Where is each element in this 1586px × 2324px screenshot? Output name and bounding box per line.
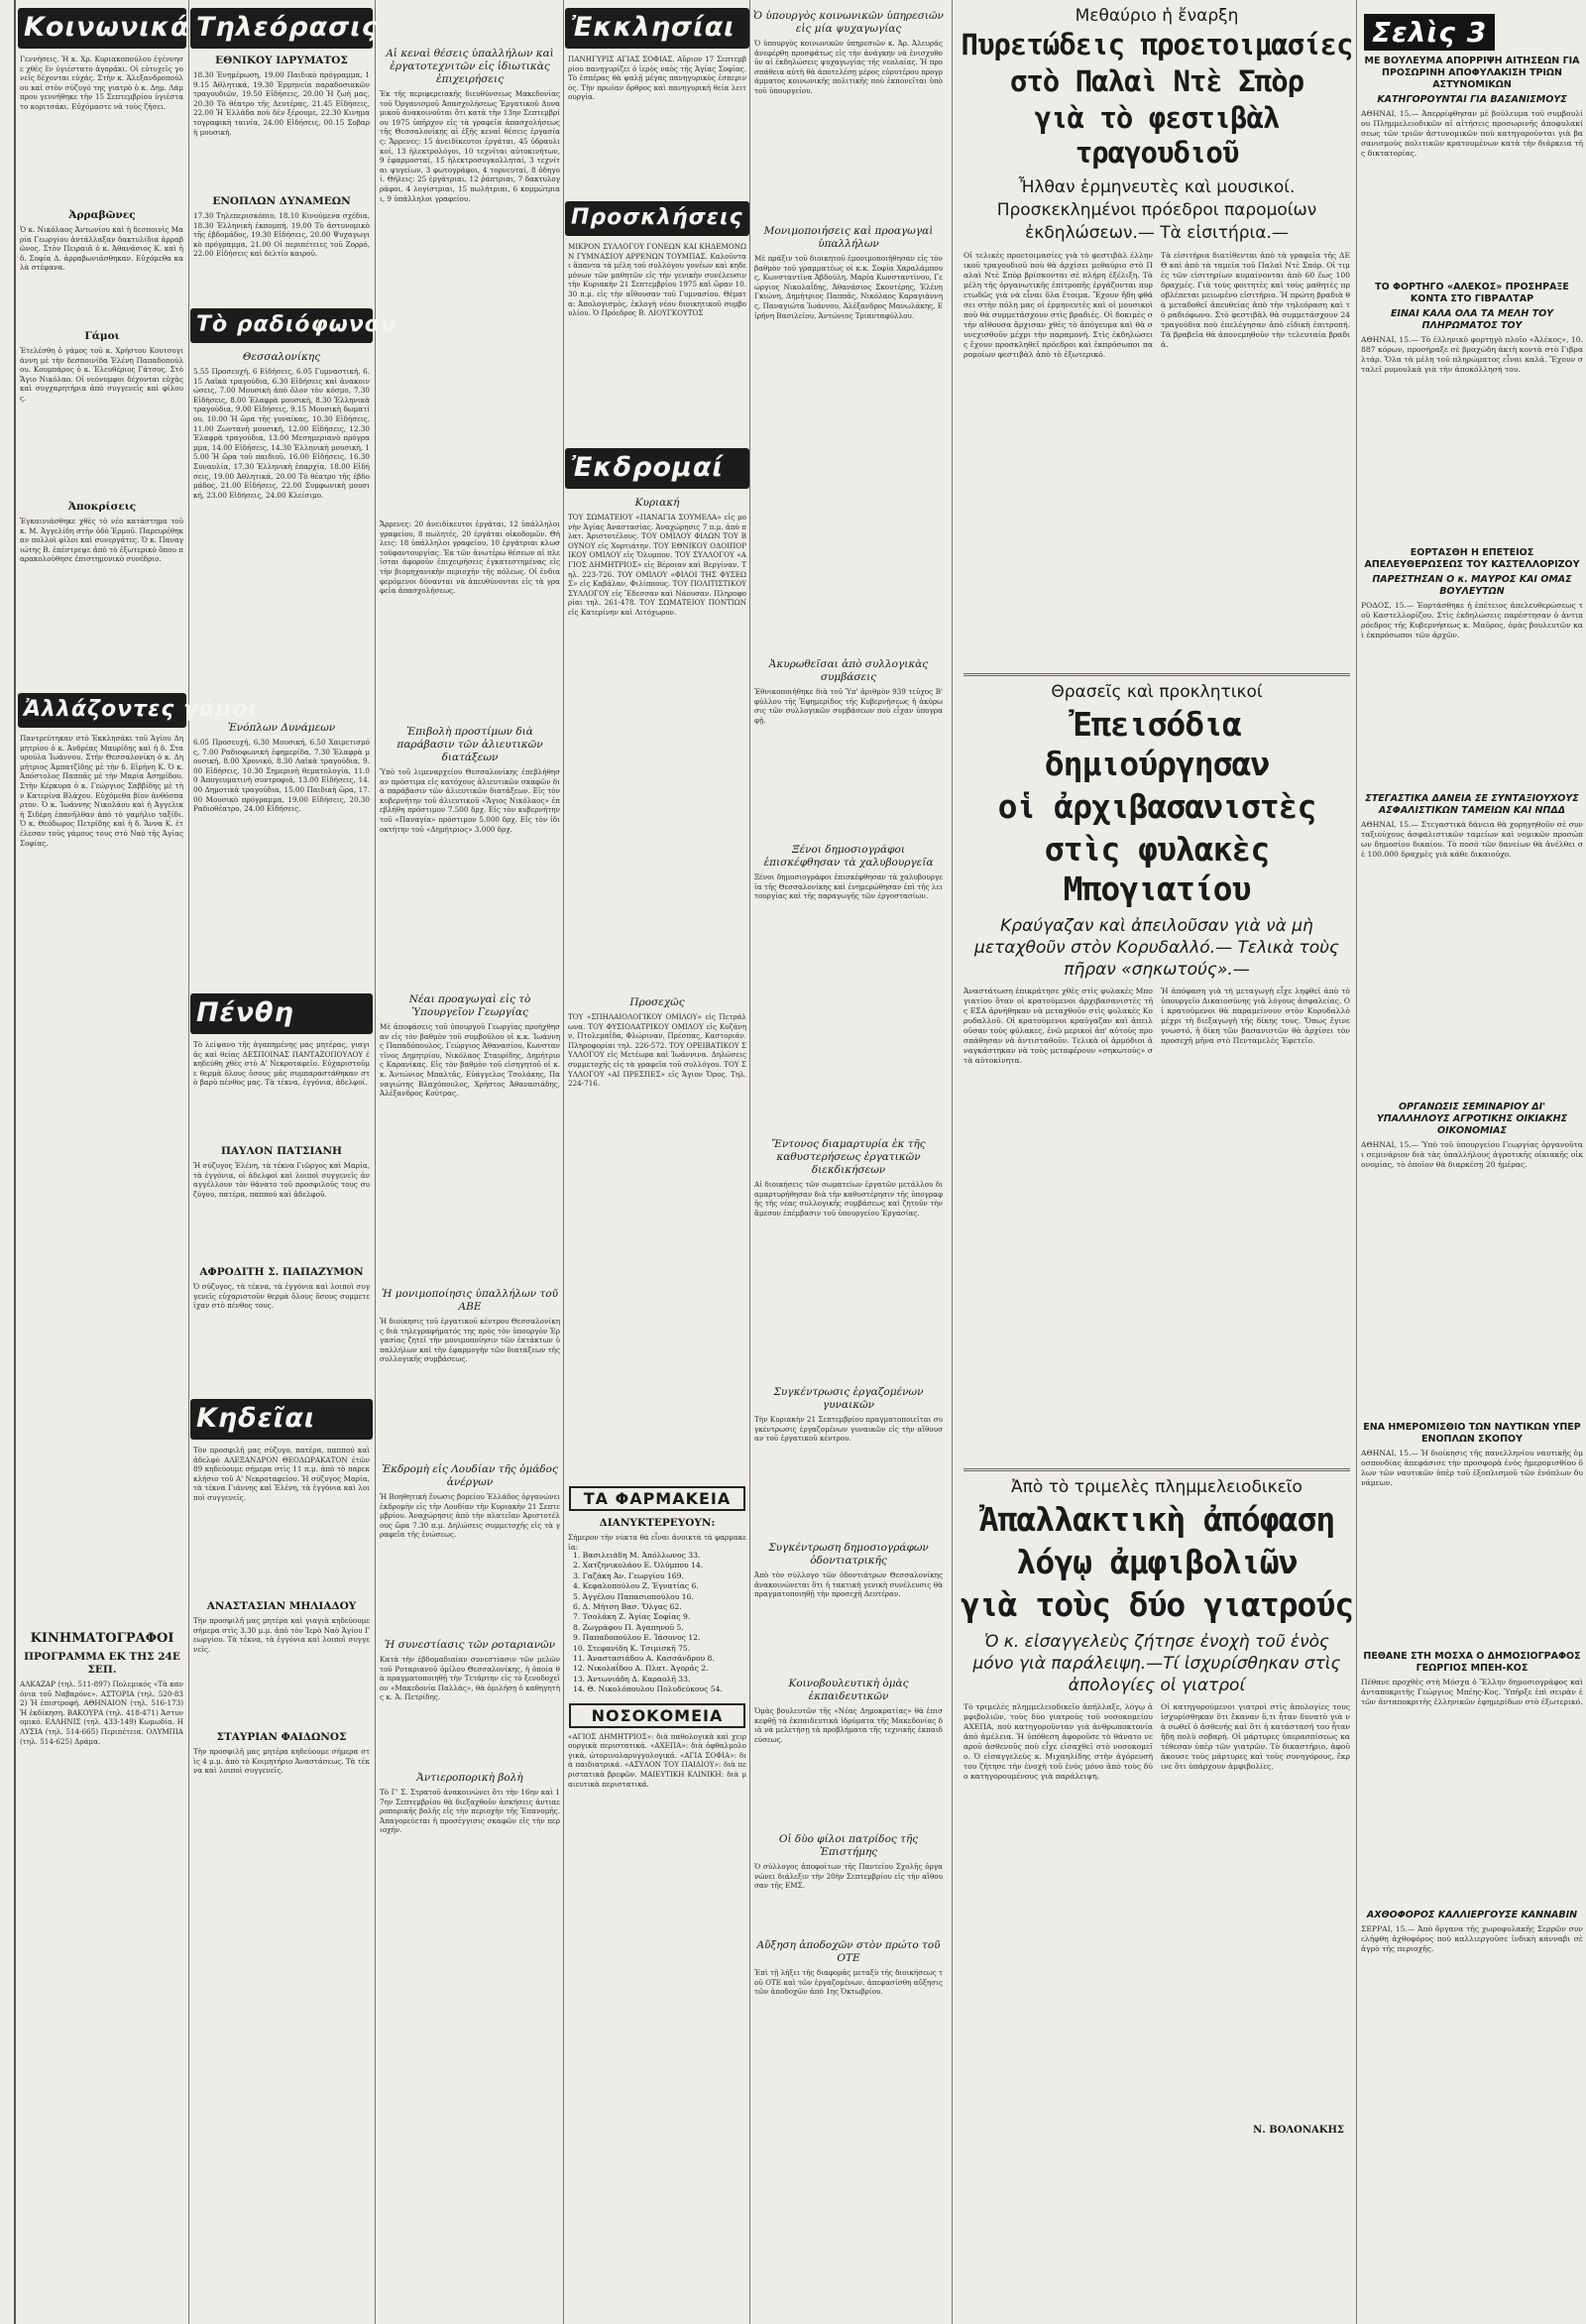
article-text: 18.30 Ἐνημέρωση, 19.00 Παιδικὸ πρόγραμμα, 19.15 Ἀθλητικά, 19.30 Ἐρμηνεία παραδοσιακῶν τραγουδιῶν, 19.50 Εἰδήσεις, 20.00 Ἡ ζωὴ μας, 20.30 Τὸ θέατρο τῆς Δευτέρας, 21.45 Εἰδήσεις, 22.00 Ἡ Ἑλλάδα ποὺ δὲν ξέρουμε, 22.30 Κινηματογραφικὴ ταινία, 24.00 Εἰδήσεις, 00.15 Σοβαρὴ μουσική. <box>193 70 370 137</box>
column-news-labor <box>751 0 946 2324</box>
column-broadcast <box>190 0 396 2324</box>
article-text: Ἐκ τῆς περιφερειακῆς διευθύνσεως Μακεδονίας τοῦ Ὀργανισμοῦ Ἀπασχολήσεως Ἐργατικοῦ Δυναμικοῦ ἀνακοινοῦται ὅτι κατὰ τὴν 13ην Σεπτεμβρίου 1975 ὑπῆρχον εἰς τὰ γραφεῖα ἀπασχολήσεως τῆς Θεσσαλονίκης αἱ ἑξῆς κεναὶ θέσεις ἐργασίας: Ἄρρενες: 15 ἀνειδίκευτοι ἐργάται, 45 ὑδραυλικοί, 13 ἠλεκτρολόγοι, 10 τεχνῖται αὐτοκινήτων, 9 ἐφαρμοσταί, 15 ἠλεκτροσυγκολληταί, 3 τεχνίται ψυγείων, 3 φωτογράφοι, 4 τορνευταί, 8 ὁδηγοί. Θήλεις: 25 ἐργάτριαι, 12 ῥάπτριαι, 7 δακτυλογράφοι, 4 λογίστριαι, 15 πωλήτριαι, 6 κομμώτριαι, 9 ὑπάλληλοι γραφείου. <box>380 89 560 203</box>
story-headline: στὶς φυλακὲς Μπογιατίου <box>1044 830 1270 908</box>
section-heading: ΕΝΟΠΛΩΝ ΔΥΝΑΜΕΩΝ <box>212 195 351 207</box>
article-text: Αἱ διοικήσεις τῶν σωματείων ἐργατῶν μετάλλου διαμαρτυρήθησαν διὰ τὴν καθυστέρησιν τῆς ὑπογραφῆς τῆς νέας συλλογικῆς συμβάσεως καὶ ζητοῦν τὴν ἄμεσον ἐπέμβασιν τοῦ ὑπουργείου Ἐργασίας. <box>754 1180 943 1218</box>
pharmacy-item: 3. Γαζάκη Ἀν. Γεωργίου 169. <box>573 1570 684 1580</box>
article-text: Γεννήσεις. Ἡ κ. Χρ. Κυριακοπούλου ἐγέννησε χθὲς ἕν ὑγιέστατο ἀγοράκι. Οἱ εὐτυχεῖς γονεῖς δέχονται εὐχάς. Στὴν κ. Ἀλεξανδροπούλου καὶ στὸν σύζυγό της γιατρὸ ὁ κ. Δημ. Λάμπρου γεννήθηκε τὴν 15 Σεπτεμβρίου ὑγιέστατο κοριτσάκι. Εὐχόμαστε νὰ τοὺς ζήσει. <box>20 55 183 111</box>
section-banner-pharmacies: ΤΑ ΦΑΡΜΑΚΕΙΑ <box>569 1486 745 1511</box>
article-text: Σήμερον τὴν νύκτα θὰ εἶναι ἀνοικτὰ τὰ φαρμακεῖα: <box>568 1533 746 1552</box>
article-text: Τὸν προσφιλῆ μας σύζυγο, πατέρα, παππού καὶ ἀδελφὸ ΑΛΕΞΑΝΔΡΟΝ ΘΕΟΔΩΡΑΚΑΤΟΝ ἐτῶν 89 κηδεύουμε σήμερα στὶς 11 π.μ. ἀπὸ τὸ παρεκκλήσιο τοῦ Α' Νεκροταφείου. Ἡ σύζυγος Μαρία, τὰ τέκνα Γιάννης καὶ Ἑλένη, τὰ ἐγγόνια καὶ λοιποὶ συγγενεῖς. <box>193 1446 370 1502</box>
story-deck: Ὁ κ. εἰσαγγελεὺς ζήτησε ἐνοχὴ τοῦ ἑνὸς μόνο γιὰ παράλειψη.—Τί ἰσχυρίσθηκαν στὶς ἀπολογίες οἱ γιατροί <box>972 1632 1341 1695</box>
name-heading: ΑΦΡΟΔΙΤΗ Σ. ΠΑΠΑΖΥΜΟΝ <box>199 1266 364 1278</box>
article-text: ΤΟΥ «ΣΠΗΛΑΙΟΛΟΓΙΚΟΥ ΟΜΙΛΟΥ» εἰς Πετράλωνα. ΤΟΥ ΦΥΣΙΟΛΑΤΡΙΚΟΥ ΟΜΙΛΟΥ εἰς Κοζάνην, Πτολεμαΐδα, Φλώριναν, Πρέσπας, Καστοριάν. Πληροφορίαι τηλ. 226-572. ΤΟΥ ΟΡΕΙΒΑΤΙΚΟΥ ΣΥΛΛΟΓΟΥ εἰς Μετέωρα καὶ Ἰωάννινα. Δηλώσεις συμμετοχῆς εἰς τὰ γραφεῖα τοῦ συλλόγου. ΤΟΥ ΣΥΛΛΟΓΟΥ «ΑΙ ΠΡΕΣΠΕΣ» εἰς Ἄγιον Ὄρος. Τηλ. 224-716. <box>568 1012 746 1089</box>
article-text: Ἄρρενες: 20 ἀνειδίκευτοι ἐργάται, 12 ὑπάλληλοι γραφείου, 8 πωλητές, 20 ἐργάται οἰκοδομῶν. Θήλεις: 18 ὑπάλληλοι γραφείου, 10 ἐργάτριαι κλωστοϋφαντουργίας. Ἐκ τῶν ἀνωτέρω θέσεων αἱ πλεῖσται ἀφοροῦν ἐπιχειρήσεις ἐγκατεστημένας εἰς τὴν βιομηχανικὴν περιοχὴν τῆς πόλεως. Οἱ ἐνδιαφερόμενοι δύνανται νὰ ἀπευθύνονται εἰς τὰ γραφεῖα ἀπασχολήσεως. <box>380 520 560 596</box>
section-banner-weddings: Ἀλλάζοντες γάμοι <box>18 693 186 728</box>
pharmacy-item: 8. Ζωγράφου Π. Ἀγαπηνοῦ 5. <box>573 1622 684 1632</box>
article-headline: Κοινοβουλευτικὴ ὁμὰς ἐκπαιδευτικῶν <box>788 1678 909 1702</box>
brief-headline: ΕΝΑ ΗΜΕΡΟΜΙΣΘΙΟ ΤΩΝ ΝΑΥΤΙΚΩΝ ΥΠΕΡ ΕΝΟΠΛΩΝ ΣΚΟΠΟΥ <box>1363 1422 1581 1445</box>
article-headline: Ἡ μονιμοποίησις ὑπαλλήλων τοῦ ΑΒΕ <box>381 1288 559 1313</box>
pharmacy-item: 2. Χατζηνικολάου Ε. Ὀλύμπου 14. <box>573 1561 704 1570</box>
section-banner-funerals: Κηδεῖαι <box>190 1399 373 1440</box>
pharmacy-item: 5. Ἀγγέλου Παπασιοπούλου 16. <box>573 1591 694 1601</box>
article-text: Μὲ πράξιν τοῦ διοικητοῦ ἐμονιμοποιήθησαν εἰς τὸν βαθμὸν τοῦ γραμματέως οἱ κ.κ. Σοφία Χαραλάμπους, Κωνσταντῖνα Ἀβδούλη, Μαρία Κωνσταντίνου, Γεώργιος Νικολαΐδης, Ἀθανάσιος Σκουτέρης, Ἑλένη Γκιώνη, Δημήτριος Παππᾶς, Νικόλαος Καραγιάννης, Παναγιώτα Ἰωάννου, Ἀλέξανδρος Μανωλάκης, Εἰρήνη Βασιλείου, Ἀντώνιος Τριανταφύλλου. <box>754 254 943 320</box>
story-headline: Ἐπεισόδια δημιούργησαν <box>1044 705 1270 783</box>
article-headline: Συγκέντρωση δημοσιογράφων ὀδοντιατρικῆς <box>768 1542 929 1567</box>
article-headline: Αἱ κεναὶ θέσεις ὑπαλλήλων καὶ ἐργατοτεχνιτῶν εἰς ἰδιωτικὰς ἐπιχειρήσεις <box>386 48 554 85</box>
article-headline: Ξένοι δημοσιογράφοι ἐπισκέφθησαν τὰ χαλυβουργεῖα <box>763 844 934 869</box>
story-kicker: Ἀπὸ τὸ τριμελὲς πλημμελειοδικεῖο <box>1011 1477 1303 1497</box>
section-heading: Ἀποκρίσεις <box>67 501 137 513</box>
column-rule <box>375 0 376 2324</box>
article-text: 17.30 Τηλεπερισκόπιο, 18.10 Κινούμενα σχέδια, 18.30 Ἑλληνικὴ ἐκπομπή, 19.00 Τὸ ἀστυνομικὸ τῆς ἑβδομάδος, 19.30 Εἰδήσεις, 20.00 Ψυχαγωγικὸ πρόγραμμα, 21.00 Οἱ περιπέτειες τοῦ Ζορρό, 22.00 Εἰδήσεις καὶ δελτίο καιροῦ. <box>193 211 370 259</box>
article-text: Τὰ εἰσιτήρια διατίθενται ἀπὸ τὰ γραφεῖα τῆς ΔΕΘ καὶ ἀπὸ τὰ ταμεῖα τοῦ Παλαὶ Ντὲ Σπόρ. Οἱ τιμὲς τῶν εἰσιτηρίων κυμαίνονται ἀπὸ 60 ἕως 100 δραχμές. Γιὰ τοὺς φοιτητὲς καὶ τοὺς μαθητὲς προβλέπεται μειωμένο εἰσιτήριο. Ἡ πρώτη βραδιὰ θὰ μεταδοθεῖ ἀπευθείας ἀπὸ τὴν τηλεόραση καὶ τὸ ραδιόφωνο. Στὸ φεστιβὰλ θὰ συμμετάσχουν 24 τραγούδια ποὺ ἐπελέγησαν ἀπὸ εἰδικὴ ἐπιτροπή. Τὰ βραβεῖα θὰ ἀπονεμηθοῦν τὴν τελευταία βραδιά. <box>1161 251 1350 349</box>
story-body <box>963 251 1350 667</box>
section-banner-invitations: Προσκλήσεις <box>565 201 749 236</box>
name-heading: ΣΤΑΥΡΙΑΝ ΦΑΙΔΩΝΟΣ <box>216 1731 347 1743</box>
story-headline: Πυρετώδεις προετοιμασίες <box>961 28 1353 61</box>
article-headline: Νέαι προαγωγαὶ εἰς τὸ Ὑπουργεῖον Γεωργίας <box>408 993 531 1018</box>
section-subheading: ΠΡΟΓΡΑΜΜΑ ΕΚ ΤΗΣ 24Ε ΣΕΠ. <box>24 1651 180 1676</box>
story-byline: Ν. ΒΟΛΟΝΑΚΗΣ <box>1253 2125 1344 2136</box>
page-number-banner: Σελὶς 3 <box>1364 14 1495 51</box>
section-heading: Θεσσαλονίκης <box>242 351 321 363</box>
article-text: 6.05 Προσευχή, 6.30 Μουσική, 6.50 Χαιρετισμός, 7.00 Ραδιοφωνικὴ ἐφημερίδα, 7.30 Ἐλαφρὰ μουσική, 8.00 Χρονικό, 8.30 Λαϊκὰ τραγούδια, 9.00 Εἰδήσεις, 10.30 Σημερινὴ θεματολογία, 11.00 Ἀπογευματινὴ συντροφιά, 13.00 Εἰδήσεις, 14.00 Δημοτικὰ τραγούδια, 15.00 Παιδικὴ ὥρα, 17.00 Μουσικὸ πρόγραμμα, 19.00 Εἰδήσεις, 20.30 Ραδιοθέατρο, 24.00 Εἰδήσεις. <box>193 738 370 814</box>
name-heading: ΑΝΑΣΤΑΣΙΑΝ ΜΗΛΙΑΔΟΥ <box>206 1600 357 1612</box>
article-text: Ἀναστάτωση ἐπικράτησε χθὲς στὶς φυλακὲς Μπογιατίου ὅταν οἱ κρατούμενοι ἀρχιβασανιστὲς τῆς ΕΣΑ ἀρνήθηκαν νὰ μεταχθοῦν στὶς φυλακὲς Κορυδαλλοῦ. Οἱ κρατούμενοι κραύγαζαν καὶ ἀπειλοῦσαν τοὺς φύλακες, ἐνῶ μερικοὶ ἀπ' αὐτοὺς προσπάθησαν νὰ ἀντισταθοῦν. Τελικὰ οἱ ἀρμόδιοι ἀναγκάστηκαν νὰ τοὺς μεταφέρουν «σηκωτούς» στὰ αὐτοκίνητα. <box>963 987 1153 1065</box>
column-rule <box>749 0 750 2324</box>
section-banner-churches: Ἐκκλησίαι <box>565 8 749 49</box>
article-text: Ἡ ἀπόφαση γιὰ τὴ μεταγωγὴ εἶχε ληφθεῖ ἀπὸ τὸ ὑπουργεῖο Δικαιοσύνης γιὰ λόγους ἀσφαλείας. Οἱ κρατούμενοι θὰ παραμείνουν στὸν Κορυδαλλὸ μέχρι τὴ διεξαγωγὴ τῆς δίκης τους. Ὅπως ἔγινε γνωστό, ἡ δίκη τῶν βασανιστῶν θὰ ἀρχίσει τὸν προσεχῆ μῆνα στὸ Πενταμελὲς Ἐφετεῖο. <box>1161 987 1350 1045</box>
article-text: Μὲ ἀποφάσεις τοῦ ὑπουργοῦ Γεωργίας προήχθησαν εἰς τὸν βαθμὸν τοῦ συμβούλου οἱ κ.κ. Ἰωάννης Παπαδόπουλος, Γεώργιος Ἀθανασίου, Κωνσταντῖνος Δημητρίου, Νικόλαος Σταυρίδης, Δημήτριος Καρανίκας. Εἰς τὸν βαθμὸν τοῦ εἰσηγητοῦ οἱ κ.κ. Ἀντώνιος Μπαλτᾶς, Εὐάγγελος Τσολάκης, Παναγιώτης Βλαχόπουλος, Χρῆστος Ἀθανασιάδης, Ἀλέξανδρος Κούτρας. <box>380 1022 560 1099</box>
pharmacy-item: 13. Ἀντωνιάδη Δ. Καραολῆ 33. <box>573 1674 691 1684</box>
section-heading: Προσεχῶς <box>629 996 685 1008</box>
article-text: Ἐθνικοποιήθηκε διὰ τοῦ Ὑπ' ἀριθμὸν 939 τεῦχος Β' φύλλου τῆς Ἐφημερίδος τῆς Κυβερνήσεως ἡ ἀκύρωσις τῶν συλλογικῶν συμβάσεων ποὺ εἶχαν ὑπογραφῇ. <box>754 687 943 725</box>
article-text: Ἀπὸ τὸν σύλλογο τῶν ὀδοντιάτρων Θεσσαλονίκης ἀνακοινώνεται ὅτι ἡ τακτικὴ γενικὴ συνέλευσις θὰ πραγματοποιηθῇ τὴν προσεχῆ Δευτέραν. <box>754 1570 943 1599</box>
article-headline: Ἐκδρομὴ εἰς Λουδίαν τῆς ὁμάδος ἀνέργων <box>382 1463 558 1488</box>
story-body <box>963 987 1350 1462</box>
story-headline: γιὰ τὸ φεστιβὰλ τραγουδιοῦ <box>1034 101 1280 170</box>
pharmacy-list <box>573 1551 741 1695</box>
story-headline: οἱ ἀρχιβασανιστὲς <box>997 787 1316 826</box>
article-text: Τὴν Κυριακὴν 21 Σεπτεμβρίου πραγματοποιεῖται συγκέντρωσις ἐργαζομένων γυναικῶν εἰς τὴν αἴθουσαν τοῦ ἐργατικοῦ κέντρου. <box>754 1415 943 1444</box>
article-text: ΡΟΔΟΣ, 15.— Ἑορτάσθηκε ἡ ἐπέτειος ἀπελευθερώσεως τοῦ Καστελλορίζου. Στὶς ἐκδηλώσεις παρέστησαν ὁ ἀντιπρόεδρος τῆς Κυβερνήσεως κ. Μαῦρος, ὁμὰς βουλευτῶν καὶ ἐκπρόσωποι τῶν ἀρχῶν. <box>1361 601 1583 639</box>
brief-headline: ΤΟ ΦΟΡΤΗΓΟ «ΑΛΕΚΟΣ» ΠΡΟΣΗΡΑΞΕ ΚΟΝΤΑ ΣΤΟ ΓΙΒΡΑΛΤΑΡ <box>1375 282 1569 304</box>
brief-headline: ΕΟΡΤΑΣΘΗ Η ΕΠΕΤΕΙΟΣ ΑΠΕΛΕΥΘΕΡΩΣΕΩΣ ΤΟΥ ΚΑΣΤΕΛΛΟΡΙΖΟΥ <box>1364 547 1580 570</box>
article-text: Ἐτελέσθη ὁ γάμος τοῦ κ. Χρήστου Κουτσογιάννη μὲ τὴν δεσποινίδα Ἑλένη Παπαδοπούλου. Κουμπάρος ὁ κ. Ἐλευθέριος Γάτσος. Στὸ Ἅγιο Νικόλαο. Οἱ νεόνυμφοι δέχονται εὐχὰς καὶ συγχαρητήρια ἀπὸ συγγενεῖς καὶ φίλους. <box>20 346 183 403</box>
article-text: Τὸ τριμελὲς πλημμελειοδικεῖο ἀπήλλαξε, λόγῳ ἀμφιβολιῶν, τοὺς δύο γιατροὺς τοῦ νοσοκομείου ΑΧΕΠΑ, ποὺ κατηγοροῦνταν γιὰ ἀνθρωποκτονία ἀπὸ ἀμέλεια. Ἡ ὑπόθεση ἀφοροῦσε τὸ θάνατο νεαροῦ ἀσθενοῦς ποὺ εἶχε εἰσαχθεῖ στὸ νοσοκομεῖο. Ὁ εἰσαγγελεὺς κ. Μιχαηλίδης στὴν ἀγόρευσή του ζήτησε τὴν ἐνοχὴ τοῦ ἑνὸς μόνο ἀπὸ τοὺς δύο κατηγορουμένους γιὰ παράλειψη. <box>963 1702 1153 1781</box>
article-text: ΜΙΚΡΟΝ ΣΥΛΛΟΓΟΥ ΓΟΝΕΩΝ ΚΑΙ ΚΗΔΕΜΟΝΩΝ ΓΥΜΝΑΣΙΟΥ ΑΡΡΕΝΩΝ ΤΟΥΜΠΑΣ. Καλοῦνται ἅπαντα τὰ μέλη τοῦ συλλόγου γονέων καὶ κηδεμόνων τῶν μαθητῶν εἰς τὴν γενικὴν συνέλευσιν τὴν Κυριακὴν 21 Σεπτεμβρίου 1975 καὶ ὥραν 10.30 π.μ. εἰς τὴν αἴθουσαν τοῦ Γυμνασίου. Θέματα: Ἀπολογισμὸς, ἐκλογὴ νέου διοικητικοῦ συμβουλίου. Ὁ Πρόεδρος Β. ΛΙΟΥΓΚΟΥΤΟΣ <box>568 242 746 318</box>
article-text: ΠΑΝΗΓΥΡΙΣ ΑΓΙΑΣ ΣΟΦΙΑΣ. Αὔριον 17 Σεπτεμβρίου πανηγυρίζει ὁ ἱερὸς ναὸς τῆς Ἁγίας Σοφίας. Τὸ ἑσπέρας θὰ ψαλῇ μέγας πανηγυρικὸς ἑσπερινὸς. Τὴν πρωίαν ὄρθρος καὶ πανηγυρικὴ θεία λειτουργία. <box>568 55 746 102</box>
section-banner-mourning: Πένθη <box>190 993 373 1034</box>
brief-headline: ΣΤΕΓΑΣΤΙΚΑ ΔΑΝΕΙΑ ΣΕ ΣΥΝΤΑΞΙΟΥΧΟΥΣ ΑΣΦΑΛΙΣΤΙΚΩΝ ΤΑΜΕΙΩΝ ΚΑΙ ΝΠΔΔ <box>1365 793 1579 816</box>
divider <box>963 1468 1350 1471</box>
section-banner-hospitals: ΝΟΣΟΚΟΜΕΙΑ <box>569 1703 745 1728</box>
story-deck: Κραύγαζαν καὶ ἀπειλοῦσαν γιὰ νὰ μὴ μεταχθοῦν στὸν Κορυδαλλό.— Τελικὰ τοὺς πῆραν «σηκωτούς».— <box>974 916 1339 980</box>
article-text: Τὸ λείψανο τῆς ἀγαπημένης μας μητέρας, γιαγιᾶς καὶ θείας ΔΕΣΠΟΙΝΑΣ ΠΑΝΤΑΖΟΠΟΥΛΟΥ ἐκηδεύθη χθὲς στὸ Α' Νεκροταφεῖο. Εὐχαριστοῦμε θερμὰ ὅλους ὅσους μᾶς συμπαραστάθηκαν στὸ βαρὺ πένθος μας. Τὰ τέκνα, ἐγγόνια, ἀδελφοί. <box>193 1040 370 1088</box>
section-subheading: ΔΙΑΝΥΚΤΕΡΕΥΟΥΝ: <box>599 1517 716 1529</box>
story-deck: Ἦλθαν ἑρμηνευτὲς καὶ μουσικοί. Προσκεκλημένοι πρόεδροι παρομοίων ἐκδηλώσεων.— Τὰ εἰσιτήρια.— <box>996 177 1317 243</box>
article-text: ΑΘΗΝΑΙ, 15.— Ἀπερρίφθησαν μὲ βούλευμα τοῦ συμβουλίου Πλημμελειοδικῶν αἱ αἰτήσεις προσωρινῆς ἀποφυλακίσεως τῶν τριῶν ἀστυνομικῶν ποὺ κατηγοροῦνται γιὰ βασανισμοὺς πολιτικῶν κρατουμένων κατὰ τὴν διάρκεια τῆς δικτατορίας. <box>1361 109 1583 158</box>
brief-subheading: ΚΑΤΗΓΟΡΟΥΝΤΑΙ ΓΙΑ ΒΑΣΑΝΙΣΜΟΥΣ <box>1377 94 1567 105</box>
article-text: Ἡ διοίκησις τοῦ ἐργατικοῦ κέντρου Θεσσαλονίκης διὰ τηλεγραφήματός της πρὸς τὸν ὑπουργὸν Ἐργασίας ζητεῖ τὴν μονιμοποίησιν τῶν ἐκτάκτων ὑπαλλήλων καὶ τὴν ἐφαρμογὴν τῶν διατάξεων τῆς συλλογικῆς συμβάσεως. <box>380 1317 560 1364</box>
article-text: Ὁ σύζυγος, τὰ τέκνα, τὰ ἐγγόνια καὶ λοιποὶ συγγενεῖς εὐχαριστοῦν θερμὰ ὅλους ὅσους συμμετεῖχαν στὸ πένθος τους. <box>193 1282 370 1311</box>
article-headline: Μονιμοποιήσεις καὶ προαγωγαὶ ὑπαλλήλων <box>763 225 934 250</box>
column-rule <box>188 0 189 2324</box>
article-text: Τὸ Γ' Σ. Στρατοῦ ἀνακοινώνει ὅτι τὴν 16ην καὶ 17ην Σεπτεμβρίου θὰ διεξαχθοῦν ἀσκήσεις ἀντιαεροπορικῆς βολῆς εἰς τὴν περιοχὴν τῆς Ἐπανομῆς. Ἀπαγορεύεται ἡ προσέγγισις σκαφῶν εἰς τὴν περιοχήν. <box>380 1788 560 1835</box>
section-banner-radio: Τὸ ραδιόφωνον <box>190 308 373 343</box>
article-text: ΑΘΗΝΑΙ, 15.— Ὑπὸ τοῦ ὑπουργείου Γεωργίας ὀργανοῦται σεμινάριον διὰ τὰς ὑπαλλήλους ἀγροτικῆς οἰκιακῆς οἰκονομίας, τὸ ὁποῖον θὰ διαρκέσῃ 20 ἡμέρας. <box>1361 1140 1583 1169</box>
article-text: ΣΕΡΡΑΙ, 15.— Ἀπὸ ὄργανα τῆς χωροφυλακῆς Σερρῶν συνελήφθη ἀχθοφόρος ποὺ καλλιεργοῦσε ἰνδικὴ κάνναβι σὲ ἀγρὸ τῆς περιοχῆς. <box>1361 1924 1583 1953</box>
pharmacy-item: 7. Τσολάκη Ζ. Ἁγίας Σοφίας 9. <box>573 1612 691 1622</box>
article-text: Ὁ κ. Νικόλαος Ἀντωνίου καὶ ἡ δεσποινὶς Μαρία Γεωργίου ἀντάλλαξαν δακτυλίδια ἀρραβῶνος. Στὸν Πειραιᾶ ὁ κ. Ἀθανάσιος Κ. καὶ ἡ δ. Σοφία Δ. ἀρραβωνιάσθηκαν. Εὐχόμεθα καλὰ στέφανα. <box>20 225 183 273</box>
article-headline: Ἀκυρωθεῖσαι ἀπὸ συλλογικὰς συμβάσεις <box>768 658 929 683</box>
story-headline: λόγῳ ἀμφιβολιῶν <box>1016 1543 1298 1581</box>
article-text: Ὁμὰς βουλευτῶν τῆς «Νέας Δημοκρατίας» θὰ ἐπισκεφθῇ τὰ ἐκπαιδευτικὰ ἱδρύματα τῆς Μακεδονίας διὰ νὰ μελετήσῃ τὰ προβλήματα τῆς τεχνικῆς ἐκπαιδεύσεως. <box>754 1706 943 1744</box>
article-text: ΑΘΗΝΑΙ, 15.— Τὸ ἑλληνικὸ φορτηγὸ πλοῖο «Ἀλέκος», 10.887 κόρων, προσήραξε σὲ βραχώδη ἀκτὴ κοντὰ στὸ Γιβραλτάρ. Ὅλα τὰ μέλη τοῦ πληρώματος εἶναι καλά. Ἔχουν σταλεῖ ρυμουλκὰ γιὰ τὴν ἀποκόλλησή του. <box>1361 335 1583 374</box>
divider <box>963 673 1350 676</box>
pharmacy-item: 10. Στεφανίδη Κ. Τσιμισκῆ 75. <box>573 1643 691 1653</box>
article-headline: Ἐπιβολὴ προστίμων διὰ παράβασιν τῶν ἀλιευτικῶν διατάξεων <box>396 726 543 763</box>
article-headline: Αὔξηση ἀποδοχῶν στὸν πρώτο τοῦ ΟΤΕ <box>756 1939 941 1964</box>
article-text: Οἱ τελικὲς προετοιμασίες γιὰ τὸ φεστιβὰλ ἑλληνικοῦ τραγουδιοῦ ποὺ θὰ ἀρχίσει μεθαύριο στὸ Παλαὶ Ντὲ Σπὸρ βρίσκονται σὲ πλήρη ἐξέλιξη. Τὰ μέλη τῆς ὀργανωτικῆς ἐπιτροπῆς ἐργάζονται πυρετωδῶς γιὰ νὰ εἶναι ὅλα ἕτοιμα. Ἔχουν ἤδη φθάσει στὴν πόλη μας οἱ ἑρμηνευτὲς καὶ οἱ μουσικοὶ ποὺ θὰ συμμετάσχουν στὶς βραδιές. Οἱ δοκιμὲς στὴν αἴθουσα ἄρχισαν χθὲς τὸ ἀπόγευμα καὶ θὰ συνεχισθοῦν μέχρι τὴν παραμονή. Στὶς ἐκδηλώσεις ἔχουν προσκληθεῖ πρόεδροι καὶ ἐκπρόσωποι παρομοίων φεστιβὰλ ἀπὸ τὸ ἐξωτερικό. <box>963 251 1153 359</box>
column-notices <box>565 0 749 2324</box>
article-text: ΑΛΚΑΖΑΡ (τηλ. 511-897) Πολεμικός «Τὰ κανόνια τοῦ Ναβαρόνε». ΑΣΤΟΡΙΑ (τηλ. 520-832) Ἡ ἐπιστροφή. ΑΘΗΝΑΙΟΝ (τηλ. 516-173) Ἡ ἐκδίκηση. ΒΑΚΟΥΡΑ (τηλ. 418-471) Ἀστυνομικό. ΕΛΛΗΝΙΣ (τηλ. 433-149) Κωμωδία. ΗΛΥΣΙΑ (τηλ. 514-665) Περιπέτεια. ΟΛΥΜΠΙΑ (τηλ. 514-625) Δράμα. <box>20 1680 183 1746</box>
section-heading: Ἀρραβῶνες <box>68 209 136 221</box>
column-main-stories <box>960 0 1354 2324</box>
story-body <box>963 1702 1350 2119</box>
pharmacy-item: 14. Θ. Νικολόπουλου Πολυδεύκους 54. <box>573 1685 723 1694</box>
pharmacy-item: 12. Νικολαΐδου Α. Πλατ. Ἀγορᾶς 2. <box>573 1664 709 1674</box>
section-banner-excursions: Ἐκδρομαί <box>565 448 749 489</box>
article-text: Ὑπὸ τοῦ λιμεναρχείου Θεσσαλονίκης ἐπεβλήθησαν πρόστιμα εἰς κατόχους ἀλιευτικῶν σκαφῶν διὰ παράβασιν τῶν ἀλιευτικῶν διατάξεων. Εἰς τὸν κυβερνήτην τοῦ ἀλιευτικοῦ «Ἅγιος Νικόλαος» ἐπεβλήθη πρόστιμον 7.500 δρχ. Εἰς τὸν κυβερνήτην τοῦ «Παναγία» πρόστιμον 5.000 δρχ. Εἰς τὸν ἰδιοκτήτην τοῦ «Δημήτριος» 3.000 δρχ. <box>380 767 560 834</box>
story-kicker: Μεθαύριο ἡ ἔναρξη <box>1075 6 1239 26</box>
section-heading: Ἐνόπλων Δυνάμεων <box>227 722 336 734</box>
story-headline: γιὰ τοὺς δύο γιατρούς <box>960 1585 1354 1624</box>
article-text: Κατὰ τὴν ἐβδομαδιαίαν συνεστίασιν τῶν μελῶν τοῦ Ροταριανοῦ ὁμίλου Θεσσαλονίκης, ἡ ὁποία θὰ πραγματοποιηθῇ τὴν Τετάρτην εἰς τὸ ξενοδοχεῖον «Μακεδονία Παλλάς», θὰ ὁμιλήσῃ ὁ καθηγητὴς κ. Ἀ. Πετρίδης. <box>380 1655 560 1702</box>
article-text: Οἱ κατηγορούμενοι γιατροὶ στὶς ἀπολογίες τους ἰσχυρίσθηκαν ὅτι ἔκαναν ὅ,τι ἦταν δυνατὸ γιὰ νὰ σωθεῖ ὁ ἀσθενής καὶ ὅτι ἡ κατάστασή του ἦταν ἤδη πολὺ σοβαρή. Οἱ μάρτυρες ὑπερασπίσεως κατέθεσαν ὑπὲρ τῶν γιατρῶν. Τὸ δικαστήριο, ἀφοῦ ἄκουσε τοὺς μάρτυρες καὶ τοὺς συνηγόρους, ἔκρινε ὅτι ὑπάρχουν ἀμφιβολίες. <box>1161 1702 1351 1771</box>
brief-headline: ΟΡΓΑΝΩΣΙΣ ΣΕΜΙΝΑΡΙΟΥ ΔΙ' ΥΠΑΛΛΗΛΟΥΣ ΑΓΡΟΤΙΚΗΣ ΟΙΚΙΑΚΗΣ ΟΙΚΟΝΟΜΙΑΣ <box>1376 1102 1568 1136</box>
section-banner-social: Κοινωνικά <box>18 8 186 49</box>
column-briefs <box>1358 0 1586 2324</box>
article-text: Ἐγκαινιάσθηκε χθὲς τὸ νέο κατάστημα τοῦ κ. Μ. Ἀγγελίδη στὴν ὁδὸ Ἑρμοῦ. Παρευρέθηκαν πολλοὶ φίλοι καὶ συνεργάτες. Ὁ κ. Παναγιώτης Β. ἐπέστρεψε ἀπὸ τὸ ἐξωτερικὸ ὅπου παρακολούθησε ἐπιστημονικὸ συνέδριο. <box>20 517 183 564</box>
article-text: Ὁ ὑπουργὸς κοινωνικῶν ὑπηρεσιῶν κ. Ἀρ. Ἀλευρᾶς ἀνεφέρθη προσφάτως εἰς τὴν ἀνάγκην νὰ ἐνισχυθοῦν αἱ ἐκδηλώσεις ψυχαγωγίας τῆς νεολαίας. Ἡ προσπάθεια αὐτὴ θὰ ἀποτελέσῃ μέρος εὐρυτέρου προγράμματος κοινωνικῆς πολιτικῆς ποὺ ἐκπονεῖται ὑπὸ τοῦ ὑπουργείου. <box>754 39 943 95</box>
pharmacy-item: 1. Βασιλειάδη Μ. Ἀπόλλωνος 33. <box>573 1551 701 1560</box>
name-heading: ΠΑΥΛΟΝ ΠΑΤΣΙΑΝΗ <box>221 1145 342 1157</box>
brief-subheading: ΠΑΡΕΣΤΗΣΑΝ Ο κ. ΜΑΥΡΟΣ ΚΑΙ ΟΜΑΣ ΒΟΥΛΕΥΤΩΝ <box>1372 574 1572 597</box>
brief-headline: ΑΧΘΟΦΟΡΟΣ ΚΑΛΛΙΕΡΓΟΥΣΕ ΚΑΝΝΑΒΙΝ <box>1366 1910 1578 1920</box>
article-headline: Ἀντιεροπορικὴ βολὴ <box>416 1772 523 1784</box>
article-text: «ΑΓΙΟΣ ΔΗΜΗΤΡΙΟΣ»: διὰ παθολογικὰ καὶ χειρουργικὰ περιστατικά. «ΑΧΕΠΑ»: διὰ ὀφθαλμολογικὰ, ὠτορινολαρυγγολογικά. «ΑΓΙΑ ΣΟΦΙΑ»: διὰ παιδιατρικά. «ΑΣΥΛΟΝ ΤΟΥ ΠΑΙΔΙΟΥ»: διὰ περιστατικὰ βρεφῶν. ΜΑΙΕΥΤΙΚΗ ΚΛΙΝΙΚΗ: διὰ μαιευτικὰ περιστατικά. <box>568 1731 746 1789</box>
brief-headline: ΜΕ ΒΟΥΛΕΥΜΑ ΑΠΟΡΡΙΨΗ ΑΙΤΗΣΕΩΝ ΓΙΑ ΠΡΟΣΩΡΙΝΗ ΑΠΟΦΥΛΑΚΙΣΗ ΤΡΙΩΝ ΑΣΤΥΝΟΜΙΚΩΝ <box>1364 56 1580 90</box>
article-text: ΑΘΗΝΑΙ, 15.— Στεγαστικὰ δάνεια θὰ χορηγηθοῦν σὲ συνταξιούχους ἀσφαλιστικῶν ταμείων καὶ νομικῶν προσώπων δημοσίου δικαίου. Τὸ ποσὸ τῶν δανείων θὰ ἀνέλθει σὲ 100.000 δραχμὲς γιὰ κάθε δικαιοῦχο. <box>1361 820 1583 859</box>
article-text: Ὁ σύλλογος ἀποφοίτων τῆς Παντείου Σχολῆς ὀργανώνει διάλεξιν τὴν 20ὴν Σεπτεμβρίου εἰς τὴν αἴθουσαν τῆς ΕΜΣ. <box>754 1862 943 1891</box>
column-rule <box>952 0 953 2324</box>
column-news-local <box>377 0 563 2324</box>
section-banner-television: Τηλεόρασις <box>190 8 373 49</box>
article-text: 5.55 Προσευχή, 6 Εἰδήσεις, 6.05 Γυμναστική, 6.15 Λαϊκὰ τραγούδια, 6.30 Εἰδήσεις καὶ ἀνακοινώσεις, 7.00 Μουσικὴ ἀπὸ ὅλον τὸν κόσμο, 7.30 Εἰδήσεις, 8.00 Ἐλαφρὰ μουσική, 8.30 Ἑλληνικὰ τραγούδια, 9.00 Εἰδήσεις, 9.15 Μουσικὴ δωματίου, 10.00 Ἡ ὥρα τῆς γυναίκας, 10.30 Εἰδήσεις, 11.00 Ζωντανὴ μουσική, 12.00 Εἰδήσεις, 12.30 Ἐλαφρὰ τραγούδια, 13.00 Μεσημεριανὸ πρόγραμμα, 14.00 Εἰδήσεις, 14.30 Ἑλληνικὴ μουσική, 15.00 Ἡ ὥρα τοῦ παιδιοῦ, 16.00 Εἰδήσεις, 16.30 Συναυλία, 17.30 Ἑλληνικὴ ἐπαρχία, 18.00 Εἰδήσεις, 19.00 Ἀθλητικά, 20.00 Τὸ θέατρο τῆς ἑβδομάδος, 21.00 Εἰδήσεις, 22.00 Συμφωνικὴ μουσική, 23.00 Εἰδήσεις, 24.00 Κλείσιμο. <box>193 367 370 500</box>
pharmacy-item: 11. Ἀναστασιάδου Α. Κασσάνδρου 8. <box>573 1654 715 1664</box>
article-headline: Οἱ δὺο φίλοι πατρίδος τῆς Ἐπιστήμης <box>778 1833 919 1858</box>
article-headline: Συγκέντρωσις ἐργαζομένων γυναικῶν <box>773 1386 924 1411</box>
article-text: Παντρεύτηκαν στὸ Ἐκκλησάκι τοῦ Ἁγίου Δημητρίου ὁ κ. Ἀνδρέας Μαυρίδης καὶ ἡ δ. Σταυρούλα Ἰωάννου. Στὴν Θεσσαλονίκη ὁ κ. Δημήτριος Ἀμπατζίδης μὲ τὴν δ. Εἰρήνη Κ. Ὁ κ. Ἀπόστολος Παππᾶς μὲ τὴν Μαρία Ἀσημίδου. Στὴν Κέρκυρα ὁ κ. Γεώργιος Σαββίδης μὲ τὴν Κατερίνα Βλάχου. Εὐχόμεθα βίον ἀνθόσπαρτον. Ὁ κ. Ἰωάννης Νικολάου καὶ ἡ Ἀγγελικὴ Σιδέρη ἐπανῆλθαν ἀπὸ τὸ γαμήλιο ταξίδι. Ὁ κ. Θεόδωρος Πετρίδης καὶ ἡ δ. Ἄννα Κ. ἐτέλεσαν τοὺς γάμους τους στὸ Ναὸ τῆς Ἁγίας Σοφίας. <box>20 734 183 848</box>
pharmacy-item: 4. Κεφαλοπούλου Ζ. Ἐγνατίας 6. <box>573 1581 699 1591</box>
section-heading: Κυριακή <box>634 497 680 509</box>
article-text: Τὴν προσφιλῆ μας μητέρα καὶ γιαγιὰ κηδεύουμε σήμερα στὶς 3.30 μ.μ. ἀπὸ τὸν Ἱερὸ Ναὸ Ἁγίου Γεωργίου. Τὰ τέκνα, τὰ ἐγγόνια καὶ λοιποὶ συγγενεῖς. <box>193 1616 370 1654</box>
article-headline: Ἡ συνεστίασις τῶν ροταριανῶν <box>384 1639 556 1651</box>
article-text: Ἡ Βοηθητικὴ ἕνωσις βορείου Ἑλλάδος ὀργανώνει ἐκδρομὴν εἰς τὴν Λουδίαν τὴν Κυριακὴν 21 Σεπτεμβρίου. Ἀναχώρησις ἀπὸ τὴν πλατεῖαν Ἀριστοτέλους ὥρα 7.30 π.μ. Δηλώσεις συμμετοχῆς εἰς τὰ γραφεῖα τῆς ἑνώσεως. <box>380 1492 561 1540</box>
pharmacy-item: 6. Δ. Μήτση Βασ. Ὄλγας 62. <box>573 1602 682 1612</box>
brief-headline: ΠΕΘΑΝΕ ΣΤΗ ΜΟΣΧΑ Ο ΔΗΜΟΣΙΟΓΡΑΦΟΣ ΓΕΩΡΓΙΟΣ ΜΠΕΗ-ΚΟΣ <box>1363 1651 1581 1674</box>
column-rule <box>563 0 564 2324</box>
article-text: Ἡ σύζυγος Ἑλένη, τὰ τέκνα Γιῶργος καὶ Μαρία, τὰ ἐγγόνια, οἱ ἀδελφοὶ καὶ λοιποὶ συγγενεῖς ἀναγγέλλουν τὸν θάνατο τοῦ προσφιλοῦς τους συζύγου, πατέρα, παππού καὶ ἀδελφοῦ. <box>193 1161 370 1199</box>
section-heading: ΕΘΝΙΚΟΥ ΙΔΡΥΜΑΤΟΣ <box>215 55 348 66</box>
article-headline: Ἔντονος διαμαρτυρία ἐκ τῆς καθυστερήσεως ἐργατικῶν διεκδικήσεων <box>771 1138 926 1176</box>
article-text: Τὴν προσφιλῆ μας μητέρα κηδεύουμε σήμερα στὶς 4 μ.μ. ἀπὸ τὸ Κοιμητήριο Ἀναστάσεως. Τὰ τέκνα καὶ λοιποὶ συγγενεῖς. <box>193 1747 370 1776</box>
article-text: ΑΘΗΝΑΙ, 15.— Ἡ διοίκησις τῆς πανελληνίου ναυτικῆς ὁμοσπονδίας ἀπεφάσισε τὴν προσφορὰ ἑνὸς ἡμερομισθίου ὅλων τῶν ναυτικῶν ὑπὲρ τοῦ ἐξοπλισμοῦ τῶν ἐνόπλων δυνάμεων. <box>1361 1449 1584 1487</box>
story-headline: Ἀπαλλακτικὴ ἀπόφαση <box>978 1500 1335 1539</box>
story-headline: στὸ Παλαὶ Ντὲ Σπὸρ <box>1009 64 1304 98</box>
section-heading: Γάμοι <box>84 330 120 342</box>
section-heading-cinemas: ΚΙΝΗΜΑΤΟΓΡΑΦΟΙ <box>30 1631 174 1646</box>
article-text: ΤΟΥ ΣΩΜΑΤΕΙΟΥ «ΠΑΝΑΓΙΑ ΣΟΥΜΕΛΑ» εἰς μονὴν Ἁγίας Ἀναστασίας. Ἀναχώρησις 7 π.μ. ἀπὸ πλατ. Ἀριστοτέλους. ΤΟΥ ΟΜΙΛΟΥ ΦΙΛΩΝ ΤΟΥ ΒΟΥΝΟΥ εἰς Χορτιάτην. ΤΟΥ ΕΘΝΙΚΟΥ ΟΔΟΙΠΟΡΙΚΟΥ ΟΜΙΛΟΥ εἰς Ὄλυμπον. ΤΟΥ ΣΥΛΛΟΓΟΥ «ΑΓΙΟΣ ΔΗΜΗΤΡΙΟΣ» εἰς Βέροιαν καὶ Βεργίναν. Τηλ. 223-726. ΤΟΥ ΟΜΙΛΟΥ «ΦΙΛΟΙ ΤΗΣ ΦΥΣΕΩΣ» εἰς Καβάλαν, Φιλίππους. ΤΟΥ ΠΟΛΙΤΙΣΤΙΚΟΥ ΣΥΛΛΟΓΟΥ εἰς Ἔδεσσαν καὶ Νάουσαν. Πληροφορίαι τηλ. 261-478. ΤΟΥ ΣΩΜΑΤΕΙΟΥ ΠΟΝΤΙΩΝ εἰς Κατερίνην καὶ Λιτόχωρον. <box>568 513 746 617</box>
article-text: Ξένοι δημοσιογράφοι ἐπισκέφθησαν τὰ χαλυβουργεῖα τῆς Θεσσαλονίκης καὶ ἐνημερώθησαν ἐπὶ τῆς λειτουργίας καὶ τῆς παραγωγῆς τῶν ἐργοστασίων. <box>754 872 943 901</box>
article-text: Ἐπὶ τῇ λήξει τῆς διαφορᾶς μεταξὺ τῆς διοικήσεως τοῦ ΟΤΕ καὶ τῶν ἐργαζομένων, ἀπεφασίσθη αὔξησις τῶν ἀποδοχῶν ἀπὸ 1ης Ὀκτωβρίου. <box>754 1968 943 1997</box>
column-rule <box>1356 0 1357 2324</box>
story-kicker: Θρασεῖς καὶ προκλητικοί <box>1051 682 1263 702</box>
article-headline: Ὁ ὑπουργὸς κοινωνικῶν ὑπηρεσιῶν εἰς μία ψυχαγωγίας <box>753 10 944 35</box>
brief-subheading: ΕΙΝΑΙ ΚΑΛΑ ΟΛΑ ΤΑ ΜΕΛΗ ΤΟΥ ΠΛΗΡΩΜΑΤΟΣ ΤΟΥ <box>1390 308 1554 331</box>
pharmacy-item: 9. Παπαδοπούλου Ε. Ἰάσονος 12. <box>573 1633 701 1643</box>
article-text: Πέθανε προχθὲς στὴ Μόσχα ὁ Ἕλλην δημοσιογράφος καὶ ἀνταποκριτὴς Γεώργιος Μπέης-Κος. Ὑπῆρξε ἐπὶ σειρὰν ἐτῶν ἀνταποκριτὴς ἑλληνικῶν ἐφημερίδων στὸ ἐξωτερικό. <box>1361 1678 1583 1706</box>
